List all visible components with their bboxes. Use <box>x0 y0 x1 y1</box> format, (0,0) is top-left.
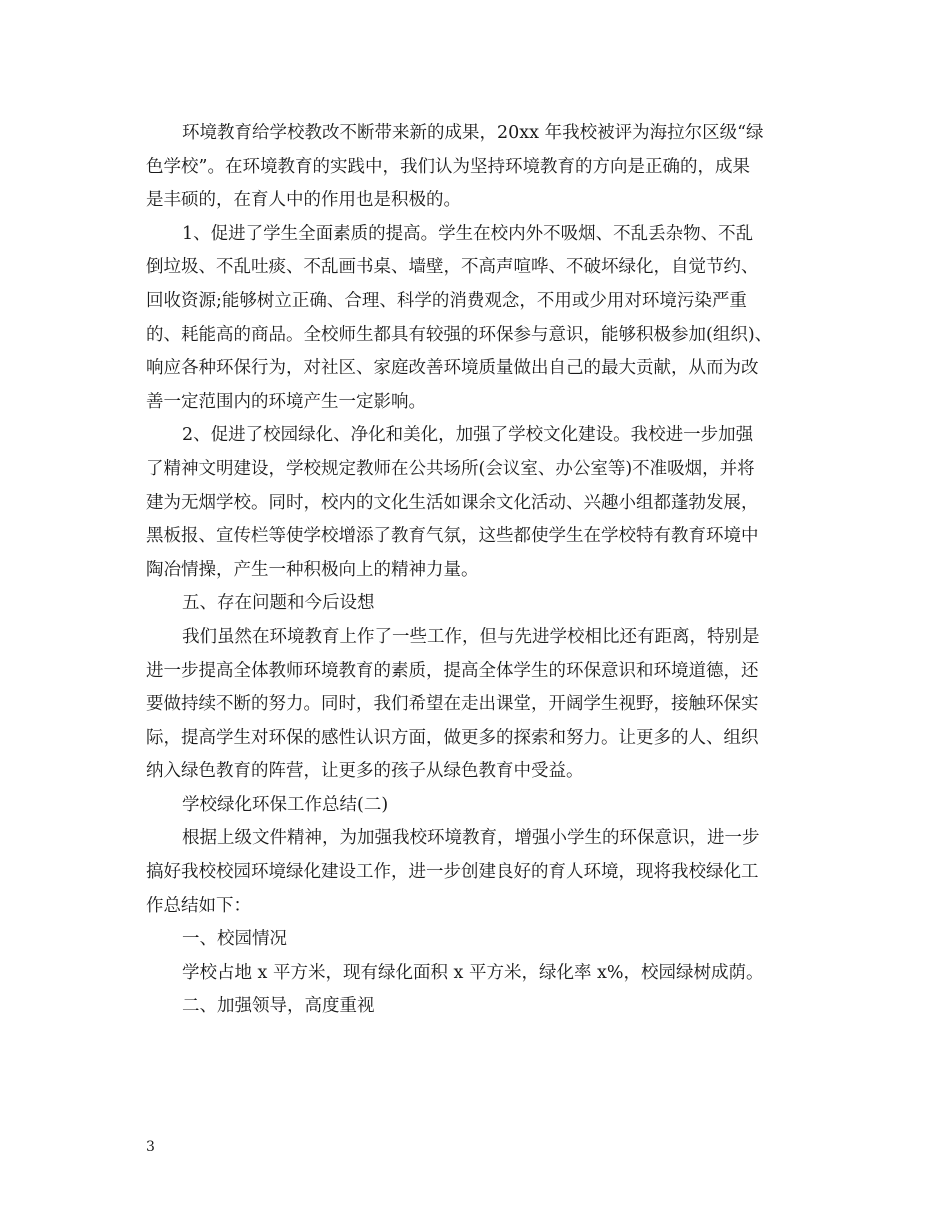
paragraph-line: 色学校”。在环境教育的实践中，我们认为坚持环境教育的方向是正确的，成果 <box>146 156 750 177</box>
paragraph-line: 黑板报、宣传栏等使学校增添了教育气氛，这些都使学生在学校特有教育环境中 <box>146 526 759 547</box>
paragraph-line: 要做持续不断的努力。同时，我们希望在走出课堂，开阔学生视野，接触环保实 <box>146 694 759 715</box>
paragraph-line: 是丰硕的，在育人中的作用也是积极的。 <box>146 190 461 211</box>
section-heading: 一、校园情况 <box>182 929 287 950</box>
paragraph-line: 学校占地 x 平方米，现有绿化面积 x 平方米，绿化率 x%，校园绿树成荫。 <box>182 962 764 983</box>
paragraph-line: 倒垃圾、不乱吐痰、不乱画书桌、墙壁，不高声喧哗、不破坏绿化，自觉节约、 <box>146 257 759 278</box>
paragraph-line: 环境教育给学校教改不断带来新的成果，20xx 年我校被评为海拉尔区级“绿 <box>182 123 764 143</box>
document-body <box>146 117 806 1024</box>
paragraph-line: 的、耗能高的商品。全校师生都具有较强的环保参与意识，能够积极参加(组织)、 <box>146 324 773 345</box>
paragraph-line: 根据上级文件精神，为加强我校环境教育，增强小学生的环保意识，进一步 <box>182 828 760 849</box>
paragraph-line: 2、促进了校园绿化、净化和美化，加强了学校文化建设。我校进一步加强 <box>182 425 754 446</box>
document-subtitle: 学校绿化环保工作总结(二) <box>182 794 389 815</box>
paragraph-line: 响应各种环保行为，对社区、家庭改善环境质量做出自己的最大贡献，从而为改 <box>146 358 759 379</box>
paragraph-line: 纳入绿色教育的阵营，让更多的孩子从绿色教育中受益。 <box>146 761 584 782</box>
page-number: 3 <box>146 1139 155 1155</box>
paragraph-line: 陶冶情操，产生一种积极向上的精神力量。 <box>146 559 479 580</box>
paragraph-line: 作总结如下： <box>146 895 251 916</box>
paragraph-line: 际，提高学生对环保的感性认识方面，做更多的探索和努力。让更多的人、组织 <box>146 727 759 748</box>
paragraph-line: 建为无烟学校。同时，校内的文化生活如课余文化活动、兴趣小组都蓬勃发展， <box>146 492 759 513</box>
paragraph-line: 进一步提高全体教师环境教育的素质，提高全体学生的环保意识和环境道德，还 <box>146 660 759 681</box>
paragraph-line: 我们虽然在环境教育上作了一些工作，但与先进学校相比还有距离，特别是 <box>182 626 760 647</box>
paragraph-line: 回收资源;能够树立正确、合理、科学的消费观念，不用或少用对环境污染严重 <box>146 290 747 311</box>
paragraph-line: 搞好我校校园环境绿化建设工作，进一步创建良好的育人环境，现将我校绿化工 <box>146 862 759 883</box>
section-heading: 二、加强领导，高度重视 <box>182 996 375 1017</box>
paragraph-line: 善一定范围内的环境产生一定影响。 <box>146 391 426 412</box>
paragraph-line: 了精神文明建设，学校规定教师在公共场所(会议室、办公室等)不准吸烟，并将 <box>146 458 755 479</box>
section-heading: 五、存在问题和今后设想 <box>182 593 375 614</box>
paragraph-line: 1、促进了学生全面素质的提高。学生在校内外不吸烟、不乱丢杂物、不乱 <box>182 223 754 244</box>
